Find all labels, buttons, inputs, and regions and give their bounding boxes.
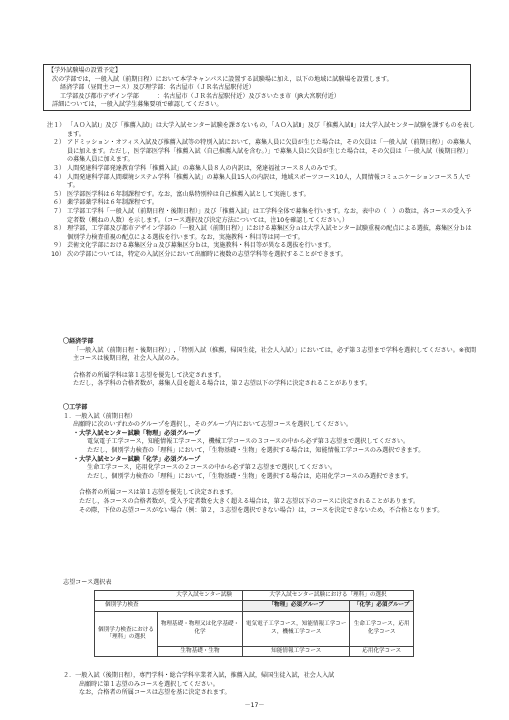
note-text: 理学部，工学部及び都市デザイン学部の「一般入試（前期日程）」における募集区分ａは大学入試センター試験重視の配点による選抜，募集区分ｂは個別学力検査重視の配点による選抜を行います。なお，実施教科・科目等は同一です。 xyxy=(67,225,472,241)
table-cell: 電気電子工学コース，知能情報工学コース，機械工学コース xyxy=(243,611,350,646)
note-number: ３） xyxy=(52,164,65,172)
table-header: 「物理」必須グループ xyxy=(243,601,350,611)
course-choice-table xyxy=(94,590,414,657)
note-number: ８） xyxy=(52,225,65,233)
note-text: 工学部工学科「一般入試（前期日程・後期日程）」及び「推薦入試」は工学科全体で募集を行います。なお，表中の（ ）の数は，各コースの受入予定者数（概ねの人数）を示します。（コース選択及び決定方法については，注10を確認してください。） xyxy=(67,207,472,224)
table-header: 大学入試センター試験 xyxy=(95,591,243,601)
note-item xyxy=(47,165,477,174)
box-line: 次の学部では，一般入試（前期日程）において本学キャンパスに設置する試験場に加え，以下の地域に試験場を設置します。 xyxy=(52,75,393,83)
paragraph: 出願時に第１志望のみコースを選択してください。 xyxy=(79,680,219,688)
paragraph: ただし，各学科の合格者数が，募集人員を超える場合は，第２志望以下の学科に決定されることがあります。 xyxy=(73,380,372,388)
table-header: 大学入試センター試験における「理科」の選択 xyxy=(243,591,414,601)
box-line: 経済学部（昼間主コース）及び理学部：名古屋市（ＪＲ名古屋駅付近） xyxy=(60,84,255,92)
group-heading: ・大学入試センター試験「物理」必須グループ xyxy=(73,429,201,437)
note-text: 薬学部薬学科は６年制課程です。 xyxy=(67,199,158,207)
note-item xyxy=(47,251,477,260)
paragraph: その際，下位の志望コースがない場合（例：第２，３志望を選択できない場合）は，コースを決定できないため，不合格となります。 xyxy=(79,506,444,514)
table-row-label: 個別学力検査における「理科」の選択 xyxy=(95,611,158,656)
note-number: ９） xyxy=(52,242,65,250)
note-item xyxy=(47,242,477,251)
note-number: ７） xyxy=(52,207,65,215)
table-cell: 応用化学コース xyxy=(350,646,414,656)
paragraph: 出願時に次のいずれかのグループを選択し，そのグループ内において志望コースを選択してください。 xyxy=(73,421,353,429)
note-text: 「ＡＯ入試Ⅰ」及び「推薦入試Ⅰ」は大学入試センター試験を課さないもの，「ＡＯ入試Ⅱ」及び「推薦入試Ⅱ」は大学入試センター試験を課すものを表します。 xyxy=(67,122,475,138)
paragraph: 合格者の所属学科は第１志望を優先して決定されます。 xyxy=(73,371,225,379)
section-heading: 〇経済学部 xyxy=(63,338,94,345)
note-text: 医学部医学科は６年制課程です。なお，富山県特別枠は自己推薦入試として実施します。 xyxy=(67,190,310,198)
table-header: 「化学」必須グループ xyxy=(350,601,414,611)
table-title: 志望コース選択表 xyxy=(63,579,112,586)
subheading: １．一般入試（前期日程） xyxy=(63,412,137,420)
engineering-section xyxy=(63,404,478,515)
page-number: －17－ xyxy=(244,702,265,709)
economics-section xyxy=(63,338,478,389)
group-heading: ・大学入試センター試験「化学」必須グループ xyxy=(73,455,201,463)
note-number: ５） xyxy=(52,190,65,198)
table-cell: 物理基礎・物理又は化学基礎・化学 xyxy=(158,611,243,646)
note-text: 芸術文化学部における募集区分ａ及び募集区分ｂは，実施教科・科目等が異なる選抜を行います。 xyxy=(67,242,335,250)
note-item xyxy=(47,199,477,208)
exam-site-box xyxy=(43,64,471,111)
table-cell: 知能情報工学コース xyxy=(243,646,350,656)
note-item xyxy=(47,139,477,165)
paragraph: 合格者の所属コースは第１志望を優先して決定されます。 xyxy=(79,489,237,497)
note-number: 10） xyxy=(51,250,65,258)
box-title: 【学外試験場の設置予定】 xyxy=(48,67,122,74)
note-item xyxy=(47,225,477,242)
paragraph: 「一般入試（前期日程・後期日程）」,「特別入試（推薦，帰国生徒，社会人入試）」においては，必ず第３志望まで学科を選択してください。※夜間主コースは後期日程，社会人入試のみ。 xyxy=(73,346,477,363)
note-number: ２） xyxy=(52,139,65,147)
box-line: 工学部及び都市デザイン学部 ：名古屋市（ＪＲ名古屋駅付近）及びさいたま市（JR大宮駅付近） xyxy=(60,92,340,100)
note-item xyxy=(47,208,477,225)
paragraph: 生命工学コース，応用化学コースの２コースの中から必ず第２志望まで選択してください。 xyxy=(87,464,337,472)
note-number: ６） xyxy=(52,199,65,207)
note-item xyxy=(47,174,477,191)
table-cell: 生物基礎・生物 xyxy=(158,646,243,656)
paragraph: 電気電子工学コース，知能情報工学コース，機械工学コースの３コースの中から必ず第３志望まで選択してください。 xyxy=(87,438,410,446)
note-text: 人間発達科学部人間環境システム学科「推薦入試」の募集人員15人の内訳は，地域スポーツコース10人，人間情報コミュニケーションコース５人です。 xyxy=(67,173,471,190)
note-text: 人間発達科学部発達教育学科「推薦入試」の募集人員８人の内訳は，発達福祉コース８人のみです。 xyxy=(67,164,341,172)
note-number: ４） xyxy=(52,173,65,181)
paragraph: ただし，各コースの合格者数が，受入予定者数を大きく超える場合は，第２志望以下のコースに決定されることがあります。 xyxy=(79,497,420,505)
box-line: 詳細については，一般入試学生募集要項で確認してください。 xyxy=(52,101,223,109)
notes-list xyxy=(47,122,477,260)
paragraph: ただし，個別学力検査の「理科」において，「生物基礎・生物」を選択する場合は，知能情報工学コースのみ選択できます。 xyxy=(87,446,425,454)
section-heading: 〇工学部 xyxy=(63,404,88,411)
paragraph: ただし，個別学力検査の「理科」において，「生物基礎・生物」を選択する場合は，応用化学コースのみ選択できます。 xyxy=(87,472,413,480)
note-number: 注１） xyxy=(47,122,66,129)
paragraph: なお，合格者の所属コースは志望を基に決定されます。 xyxy=(79,689,231,697)
subheading: ２．一般入試（後期日程），専門学科・総合学科卒業者入試，推薦入試，帰国生徒入試，社会人入試 xyxy=(63,672,335,679)
note-text: 次の学部については，特定の入試区分において出願時に複数の志望学科等を選択することができます。 xyxy=(67,250,347,258)
table-header: 個別学力検査 xyxy=(95,601,243,611)
engineering-section-2 xyxy=(63,672,478,698)
note-text: アドミッション・オフィス入試及び推薦入試等の特別入試において，募集人員に欠員が生じた場合は，その欠員は「一般入試（前期日程）」の募集人員に加えます。ただし，医学部医学科「推薦入試（自己推薦入試を含む。）」で募集人員に欠員が生じた場合は，その欠員は「一般入試（後期日程）」の募集人員に加えます。 xyxy=(67,139,472,164)
note-item xyxy=(47,122,477,139)
table-cell: 生命工学コース，応用化学コース xyxy=(350,611,414,646)
